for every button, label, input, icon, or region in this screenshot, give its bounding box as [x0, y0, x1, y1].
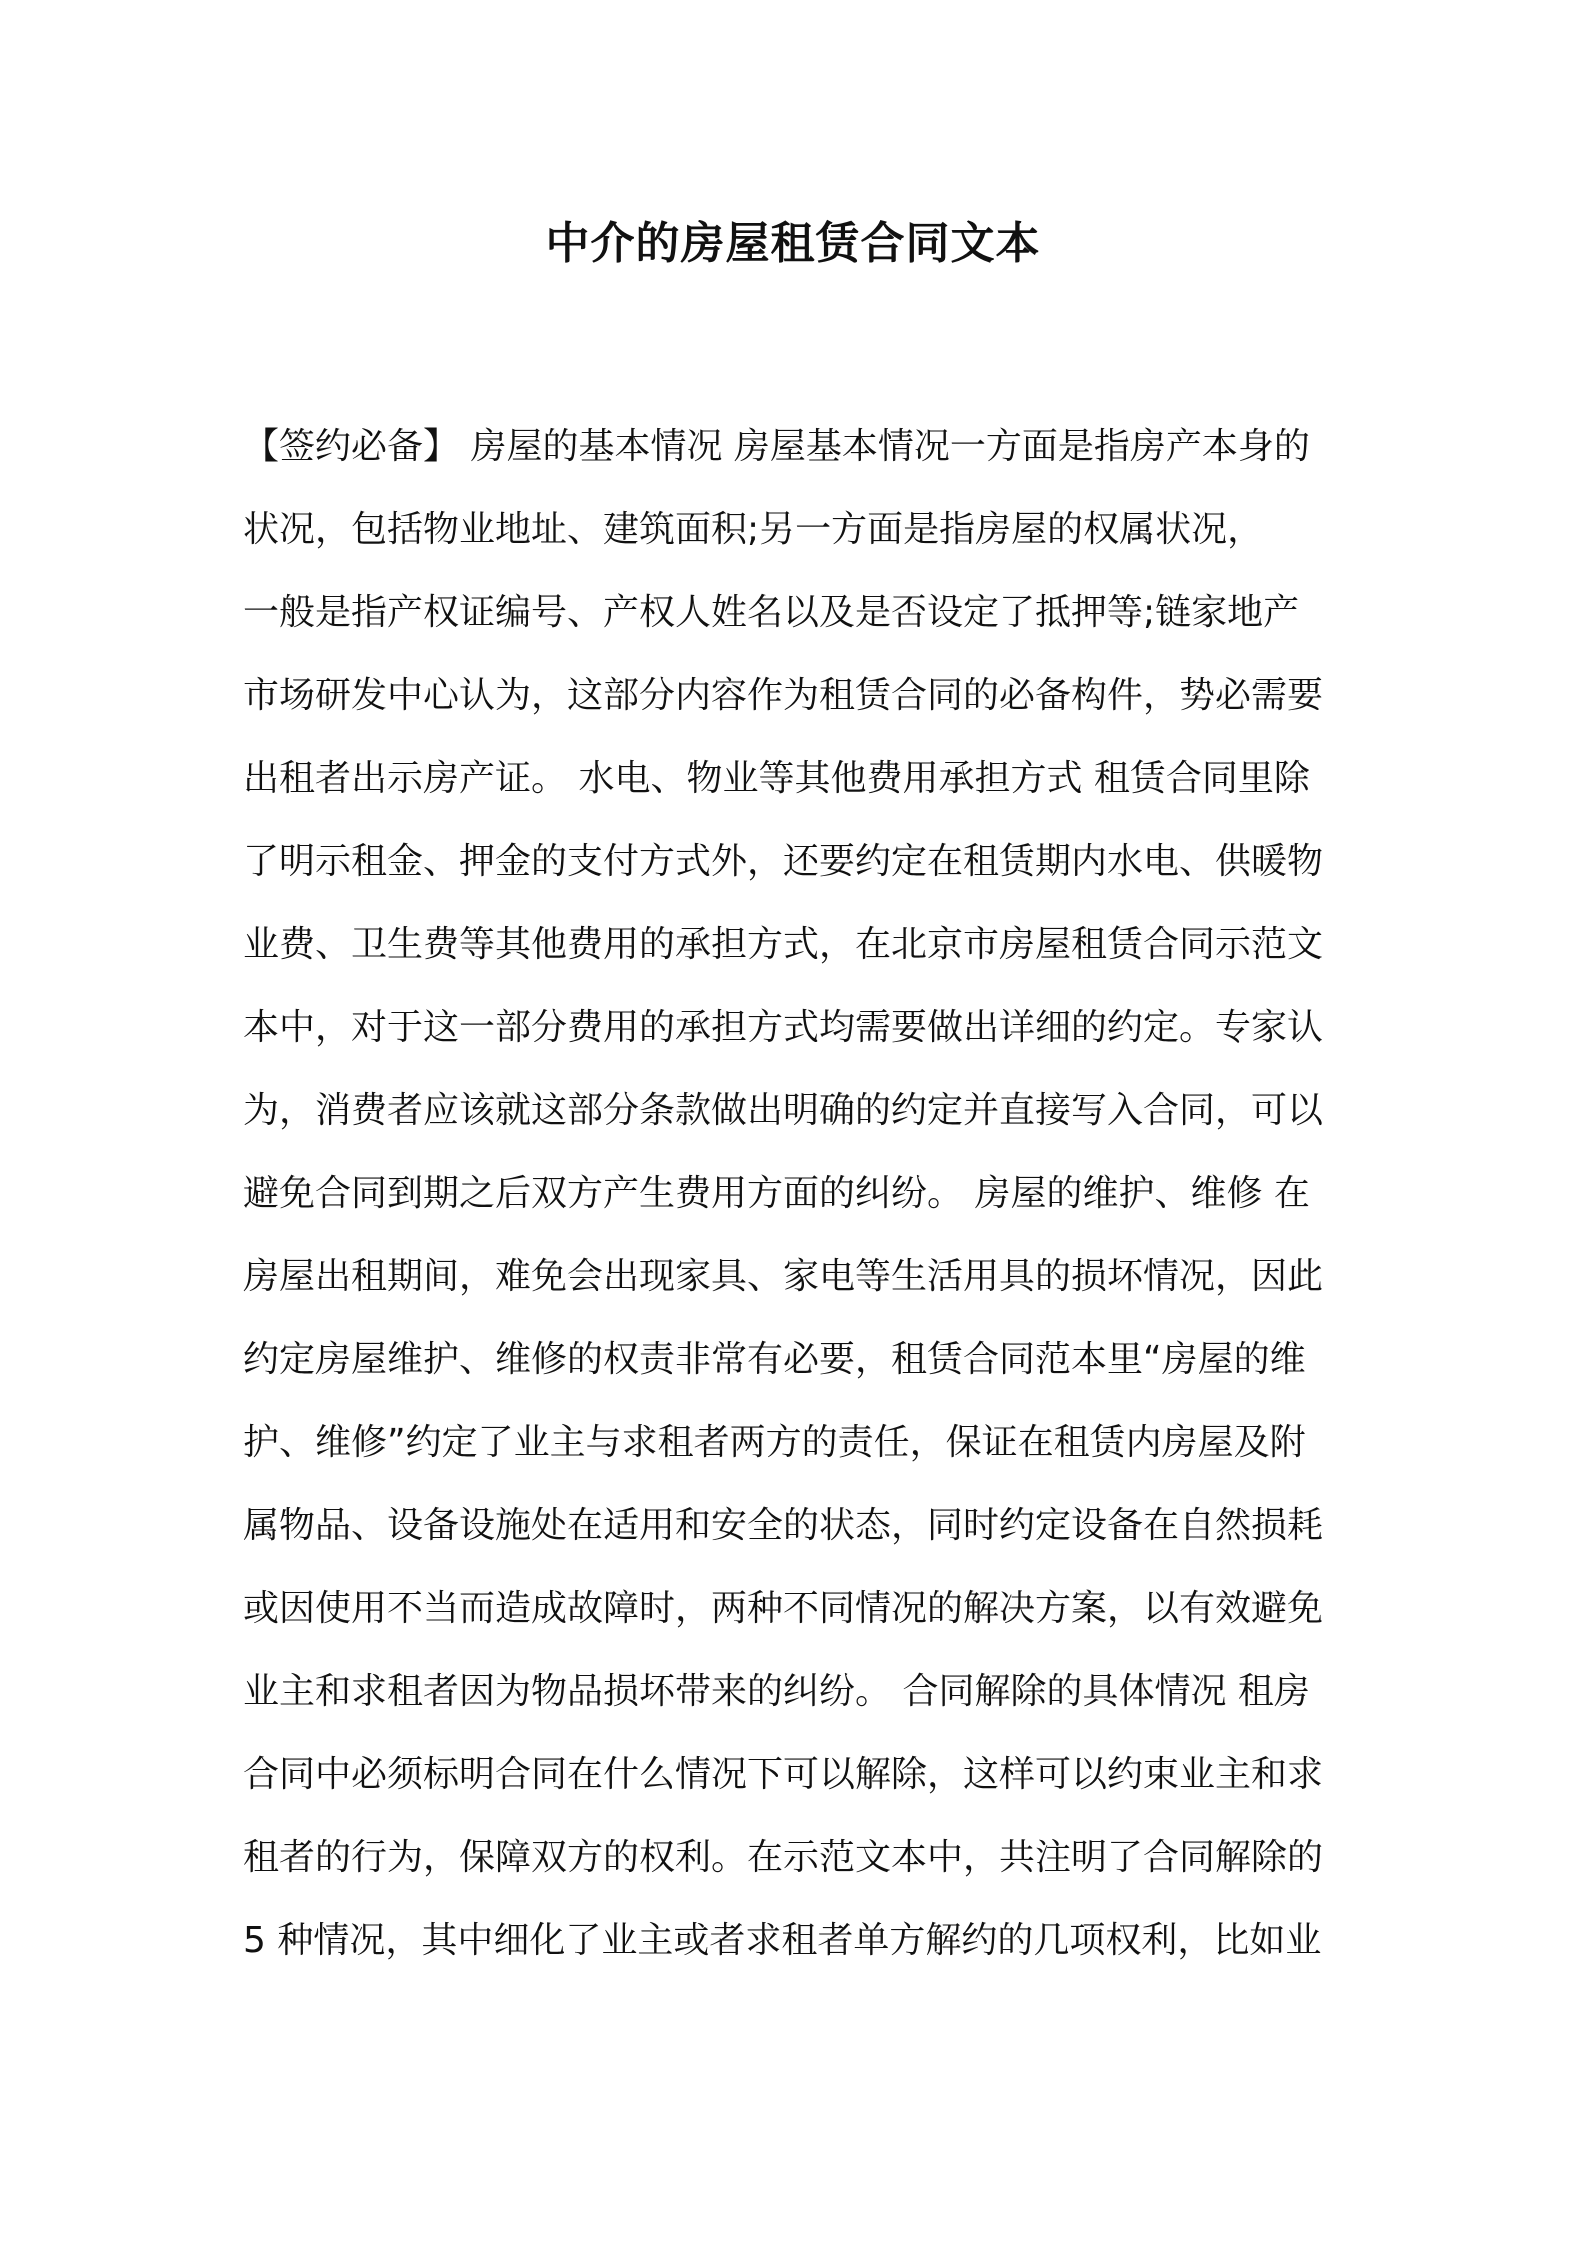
body-line: 避免合同到期之后双方产生费用方面的纠纷。 房屋的维护、维修 在	[243, 1173, 1310, 1214]
body-line: 一般是指产权证编号、产权人姓名以及是否设定了抵押等;链家地产	[243, 592, 1300, 633]
body-line: 出租者出示房产证。 水电、物业等其他费用承担方式 租赁合同里除	[243, 758, 1310, 799]
body-line: 业费、卫生费等其他费用的承担方式，在北京市房屋租赁合同示范文	[243, 924, 1324, 965]
body-line: 约定房屋维护、维修的权责非常有必要，租赁合同范本里“房屋的维	[243, 1339, 1306, 1380]
body-line: 为，消费者应该就这部分条款做出明确的约定并直接写入合同，可以	[243, 1090, 1324, 1131]
body-line: 租者的行为，保障双方的权利。在示范文本中，共注明了合同解除的	[243, 1837, 1324, 1878]
body-line: 合同中必须标明合同在什么情况下可以解除，这样可以约束业主和求	[243, 1754, 1324, 1795]
body-line: 业主和求租者因为物品损坏带来的纠纷。 合同解除的具体情况 租房	[243, 1671, 1310, 1712]
body-line: 或因使用不当而造成故障时，两种不同情况的解决方案，以有效避免	[243, 1588, 1324, 1629]
document-body	[243, 405, 1361, 1982]
body-line: 本中，对于这一部分费用的承担方式均需要做出详细的约定。专家认	[243, 1007, 1324, 1048]
body-line: 了明示租金、押金的支付方式外，还要约定在租赁期内水电、供暖物	[243, 841, 1324, 882]
body-line: 属物品、设备设施处在适用和安全的状态，同时约定设备在自然损耗	[243, 1505, 1324, 1546]
document-title: 中介的房屋租赁合同文本	[545, 218, 1041, 269]
body-line: 房屋出租期间，难免会出现家具、家电等生活用具的损坏情况，因此	[243, 1256, 1324, 1297]
body-line: 【签约必备】 房屋的基本情况 房屋基本情况一方面是指房产本身的	[243, 426, 1310, 467]
body-line: 状况，包括物业地址、建筑面积;另一方面是指房屋的权属状况，	[243, 509, 1264, 550]
body-line: 护、维修”约定了业主与求租者两方的责任，保证在租赁内房屋及附	[243, 1422, 1306, 1463]
body-line: 5 种情况，其中细化了业主或者求租者单方解约的几项权利，比如业	[243, 1920, 1322, 1961]
body-line: 市场研发中心认为，这部分内容作为租赁合同的必备构件，势必需要	[243, 675, 1324, 716]
